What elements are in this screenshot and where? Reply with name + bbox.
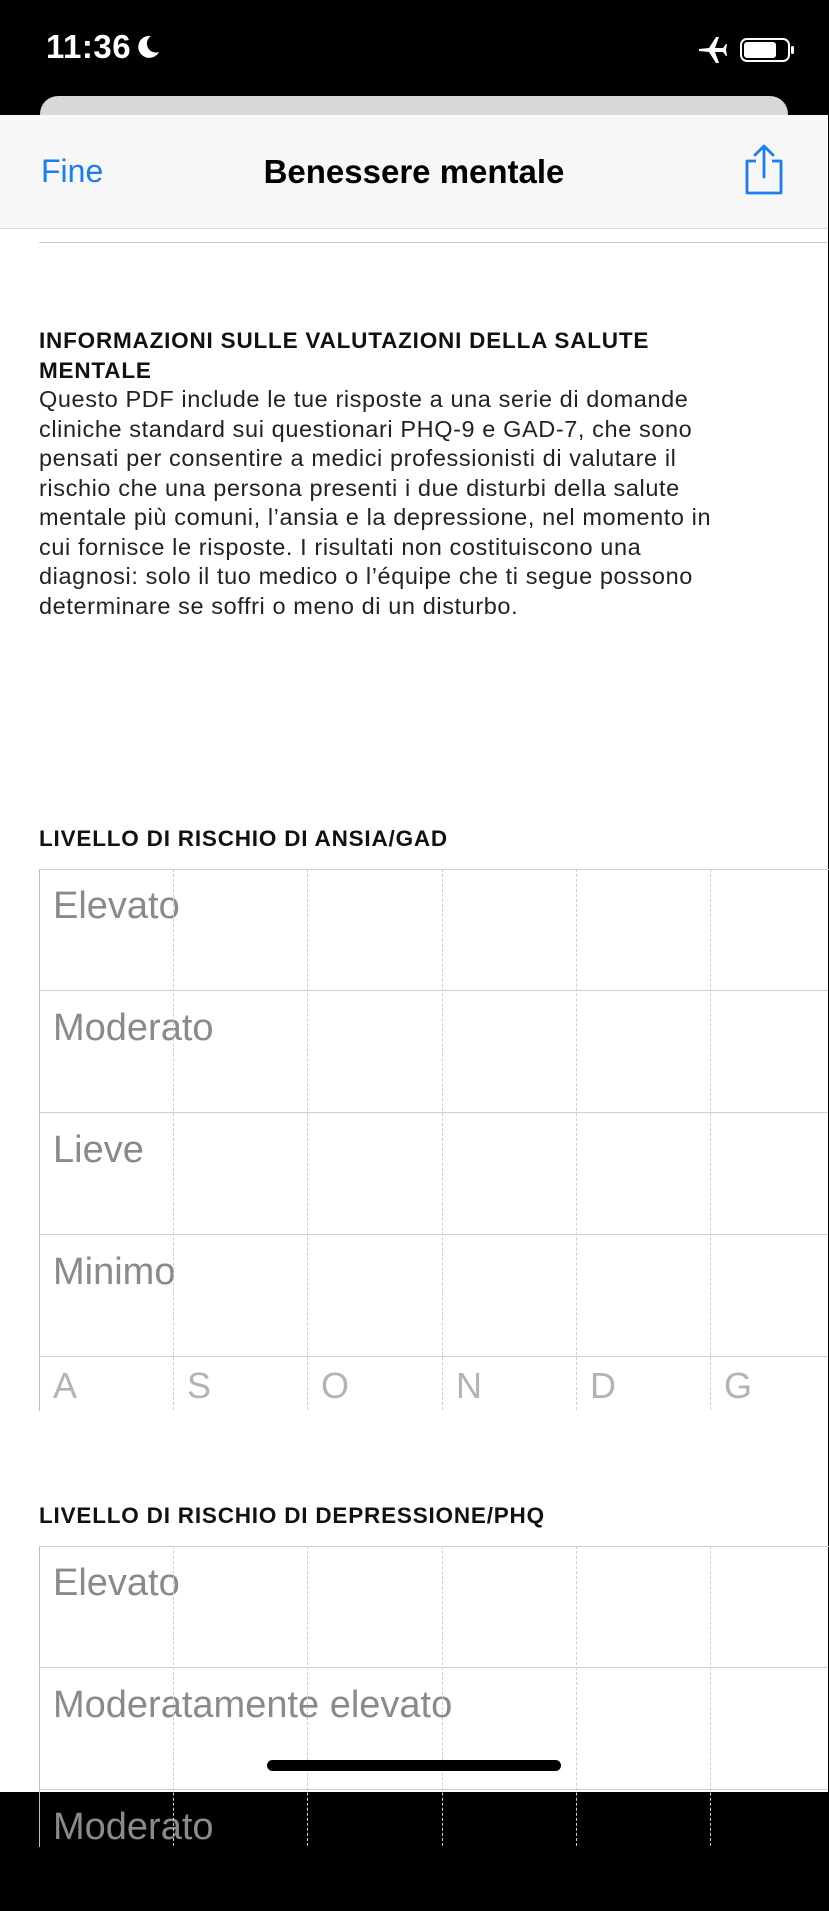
row-label: Lieve: [53, 1129, 144, 1171]
grid-line: [442, 869, 443, 1410]
gad-chart-heading: LIVELLO DI RISCHIO DI ANSIA/GAD: [39, 826, 448, 851]
info-body: Questo PDF include le tue risposte a una serie di domande cliniche standard sui questionari PHQ-9 e GAD-7, che sono pensati per consentire a medici professionisti di valutare il rischio che una persona presenti i due disturbi della salute mentale più comuni, l’ansia e la depressione, nel momento in cui fornisce le risposte. I risultati non costituiscono una diagnosi: solo il tuo medico o l’équipe che ti segue possono determinare se soffri o meno di un disturbo.: [39, 386, 712, 619]
grid-line: [576, 869, 577, 1410]
share-icon[interactable]: [742, 143, 786, 197]
grid-line: [710, 1546, 711, 1846]
moon-icon: [134, 33, 162, 61]
month-label: G: [724, 1365, 753, 1406]
row-label: Moderato: [53, 1007, 214, 1049]
done-button[interactable]: Fine: [41, 153, 104, 189]
month-label: S: [187, 1365, 212, 1406]
info-heading: INFORMAZIONI SULLE VALUTAZIONI DELLA SALUTE MENTALE: [39, 328, 650, 383]
home-indicator[interactable]: [267, 1760, 561, 1771]
grid-line: [710, 869, 711, 1410]
nav-title: Benessere mentale: [263, 153, 565, 190]
status-bar: [0, 0, 828, 100]
grid-line: [576, 1546, 577, 1846]
phq-chart-heading: LIVELLO DI RISCHIO DI DEPRESSIONE/PHQ: [39, 1503, 545, 1528]
status-time: 11:36: [46, 28, 132, 65]
battery-icon: [740, 38, 796, 62]
row-label: Minimo: [53, 1251, 176, 1293]
month-label: O: [321, 1365, 350, 1406]
divider: [39, 242, 828, 243]
grid-line: [442, 1546, 443, 1846]
grid-line: [307, 869, 308, 1410]
grid-line: [173, 869, 174, 1410]
row-label: Elevato: [53, 1562, 180, 1604]
row-label: Moderatamente elevato: [53, 1684, 453, 1726]
month-label: A: [53, 1365, 78, 1406]
grid-line: [307, 1546, 308, 1846]
row-label: Elevato: [53, 885, 180, 927]
grid-line: [173, 1546, 174, 1846]
pdf-preview-sheet: [0, 115, 828, 1848]
pdf-content[interactable]: [0, 228, 828, 1848]
gad-chart: [39, 869, 828, 1410]
month-label: D: [590, 1365, 616, 1406]
phq-chart: [39, 1546, 828, 1846]
month-label: N: [456, 1365, 482, 1406]
navigation-bar: [0, 115, 828, 229]
airplane-icon: [696, 34, 728, 66]
row-label: Moderato: [53, 1806, 214, 1848]
